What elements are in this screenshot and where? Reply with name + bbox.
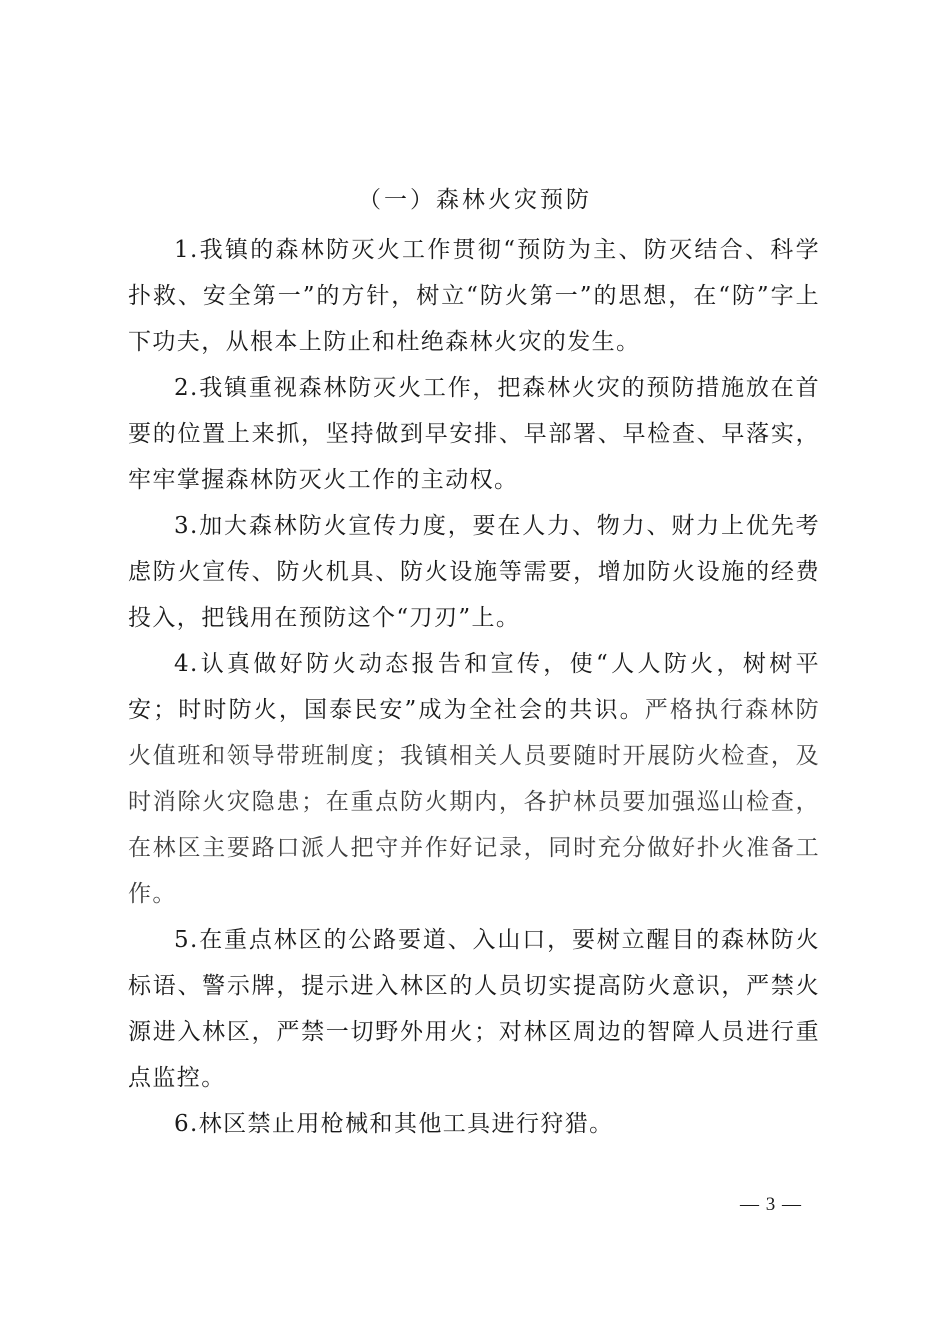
paragraph-3: 3.加大森林防火宣传力度，要在人力、物力、财力上优先考虑防火宣传、防火机具、防火设施等需要，增加防火设施的经费投入，把钱用在预防这个“刀刃”上。 [128, 513, 820, 631]
page-number: — 3 — [740, 1194, 802, 1215]
paragraph-1: 1.我镇的森林防灭火工作贯彻“预防为主、防灭结合、科学扑救、安全第一”的方针，树立“防火第一”的思想，在“防”字上下功夫，从根本上防止和杜绝森林火灾的发生。 [128, 237, 820, 355]
paragraph-6: 6.林区禁止用枪械和其他工具进行狩猎。 [174, 1111, 614, 1137]
paragraph-4-part-b: 严格执行森林防火值班和领导带班制度；我镇相关人员要随时开展防火检查，及时消除火灾隐患；在重点防火期内，各护林员要加强巡山检查，在林区主要路口派人把守并作好记录，同时充分做好扑火准备工作。 [128, 697, 820, 907]
paragraph-4 [128, 641, 820, 917]
paragraph-5: 5.在重点林区的公路要道、入山口，要树立醒目的森林防火标语、警示牌，提示进入林区的人员切实提高防火意识，严禁火源进入林区，严禁一切野外用火；对林区周边的智障人员进行重点监控。 [128, 927, 820, 1091]
paragraph-4-part-a: 4.认真做好防火动态报告和宣传，使“人人防火，树树平安；时时防火，国泰民安”成为全社会的共识。 [128, 651, 820, 723]
paragraph-2: 2.我镇重视森林防灭火工作，把森林火灾的预防措施放在首要的位置上来抓，坚持做到早安排、早部署、早检查、早落实，牢牢掌握森林防灭火工作的主动权。 [128, 375, 820, 493]
section-heading: （一）森林火灾预防 [358, 187, 592, 213]
